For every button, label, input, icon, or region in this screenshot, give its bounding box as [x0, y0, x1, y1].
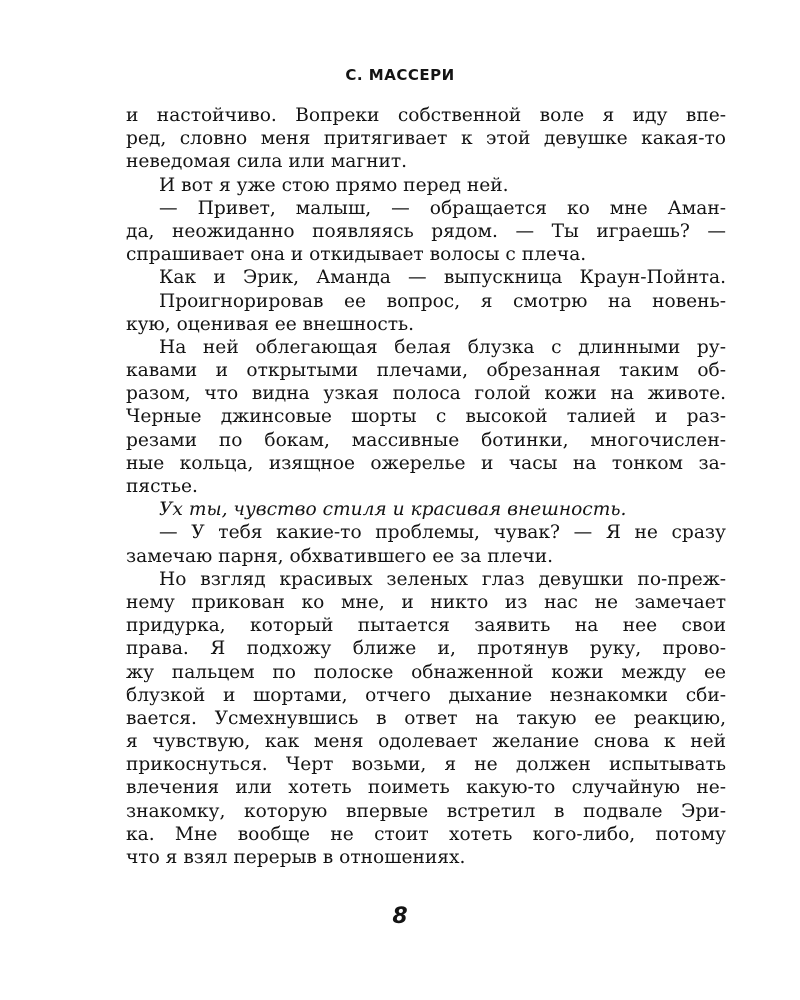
text-line: права. Я подхожу ближе и, протянув руку, прово-: [126, 638, 726, 660]
text-line: разом, что видна узкая полоса голой кожи на животе.: [126, 383, 726, 405]
text-line: кую, оценивая ее внешность.: [126, 313, 415, 335]
text-line: знакомку, которую впервые встретил в подвале Эри-: [126, 800, 726, 822]
text-line: блузкой и шортами, отчего дыхание незнакомки сби-: [126, 684, 726, 706]
text-line: пястье.: [126, 476, 198, 497]
text-line: замечаю парня, обхватившего ее за плечи.: [126, 545, 554, 567]
text-line: вается. Усмехнувшись в ответ на такую ее реакцию,: [126, 707, 726, 729]
text-line: кавами и открытыми плечами, обрезанная таким об-: [126, 360, 726, 382]
page-number: 8: [392, 904, 408, 929]
text-line: ка. Мне вообще не стоит хотеть кого-либо, потому: [126, 823, 726, 845]
text-line: Ух ты, чувство стиля и красивая внешность.: [159, 499, 627, 521]
text-line: Проигнорировав ее вопрос, я смотрю на новень-: [159, 290, 726, 312]
text-line: ные кольца, изящное ожерелье и часы на тонком за-: [126, 452, 726, 474]
text-line: — У тебя какие-то проблемы, чувак? — Я не сразу: [159, 522, 726, 544]
text-line: да, неожиданно появляясь рядом. — Ты играешь? —: [126, 220, 726, 242]
text-line: жу пальцем по полоске обнаженной кожи между ее: [126, 661, 726, 683]
text-line: резами по бокам, массивные ботинки, многочислен-: [126, 429, 726, 451]
text-line: неведомая сила или магнит.: [126, 151, 408, 173]
text-line: Как и Эрик, Аманда — выпускница Краун-Пойнта.: [159, 267, 726, 289]
text-line: прикоснуться. Черт возьми, я не должен испытывать: [126, 754, 726, 776]
text-line: нему прикован ко мне, и никто из нас не замечает: [126, 591, 726, 613]
text-line: — Привет, малыш, — обращается ко мне Аман-: [159, 197, 726, 219]
text-line: На ней облегающая белая блузка с длинными ру-: [159, 336, 726, 358]
text-line: влечения или хотеть поиметь какую-то случайную не-: [126, 777, 726, 799]
page-body-text: [126, 104, 726, 869]
text-line: и настойчиво. Вопреки собственной воле я иду впе-: [126, 105, 726, 126]
text-line: что я взял перерыв в отношениях.: [126, 847, 466, 868]
text-line: ред, словно меня притягивает к этой девушке какая-то: [126, 128, 726, 150]
running-head-author: С. МАССЕРИ: [345, 66, 455, 84]
text-line: Но взгляд красивых зеленых глаз девушки по-преж-: [159, 568, 726, 590]
text-line: Черные джинсовые шорты с высокой талией и раз-: [126, 406, 726, 428]
text-line: придурка, который пытается заявить на нее свои: [126, 615, 726, 637]
text-line: спрашивает она и откидывает волосы с плеча.: [126, 244, 587, 266]
text-line: я чувствую, как меня одолевает желание снова к ней: [126, 731, 726, 753]
text-line: И вот я уже стою прямо перед ней.: [159, 174, 509, 196]
